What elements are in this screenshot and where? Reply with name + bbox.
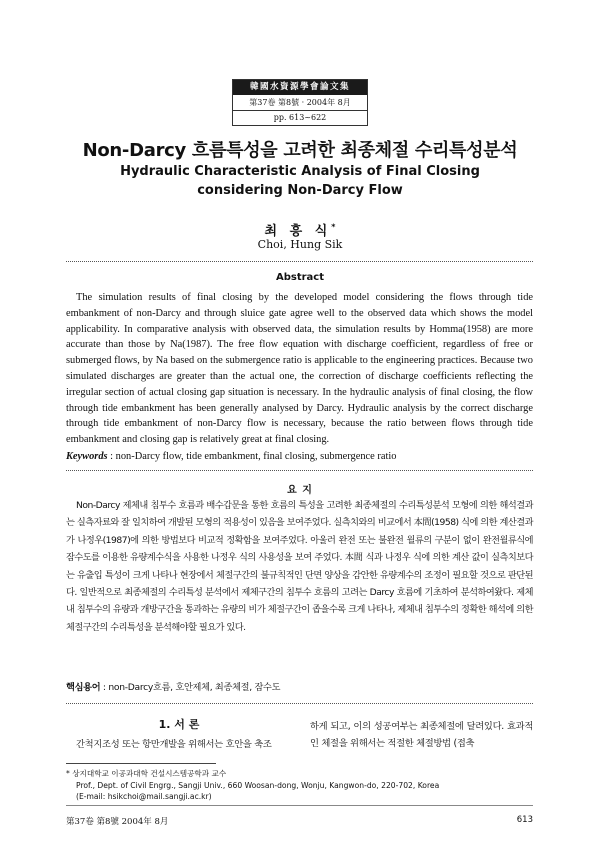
korean-abstract-body <box>66 497 533 636</box>
divider-dotted <box>66 470 533 471</box>
divider-dotted <box>66 703 533 704</box>
author-korean <box>0 220 600 239</box>
journal-name: 韓國水資源學會論文集 <box>233 80 367 95</box>
korean-keywords <box>66 680 533 695</box>
paper-title-english <box>0 162 600 200</box>
korean-abstract-heading: 요 지 <box>287 485 313 496</box>
author-footnote <box>66 768 533 803</box>
footnote-rule <box>66 763 216 764</box>
journal-volume: 第37卷 第8號 · 2004年 8月 <box>233 95 367 111</box>
author-footnote-mark: * <box>331 222 336 232</box>
divider-dotted <box>66 261 533 262</box>
korean-abstract-body-text: Non-Darcy 제체내 침투수 흐름과 배수갑문을 통한 흐름의 특성을 고려한 최종체절의 수리특성분석 모형에 의한 해석결과는 실측자료와 잘 일치하여 개발된 모형의 적용성이 있음을 보여주었다. 실측치와의 비교에서 本間(1958) 식에 의한 계산결과가 나정우(1987)에 의한 방법보다 비교적 정확함을 보여주었다. 아울러 완전 또는 불완전 월류의 구분이 없이 완전월류식에 잠수도를 이용한 유량계수식을 사용한 나정우 식의 사용성을 보여 주었다. 本間 식과 나정우 식에 의한 계산 값이 실측치보다는 유출입 특성이 크게 나타나 현장에서 체절구간의 불규칙적인 단면 양상을 감안한 유량계수의 조정이 필요할 것으로 판단된다. 일반적으로 최종체절의 수리특성 분석에서 제체구간의 침투수 흐름의 고려는 Darcy 흐름에 기초하여 분석하여왔다. 제체내 침투수의 유량과 개방구간을 통과하는 유량의 비가 체절구간이 좁을수록 크게 나타나, 제체내 침투수의 정확한 해석에 의한 체절구간의 수리특성을 분석해야할 필요가 있다. <box>66 500 533 633</box>
paper-title-korean: Non-Darcy 흐름특성을 고려한 최종체절 수리특성분석 <box>82 140 518 161</box>
footnote-affiliation-korean: * 상지대학교 이공과대학 건설시스템공학과 교수 <box>66 769 227 778</box>
korean-keywords-text: : non-Darcy흐름, 호안제체, 최종체절, 잠수도 <box>100 682 281 693</box>
abstract-keywords <box>66 449 533 464</box>
page-number: 613 <box>516 815 533 825</box>
page-footer-volume: 第37卷 第8號 2004年 8月 <box>66 817 169 827</box>
introduction-right-column: 하게 되고, 이의 성공여부는 최종체절에 달려있다. 효과적인 체절을 위해서는 적절한 체절방법 (접축 <box>310 721 533 749</box>
paper-title-english-line1: Hydraulic Characteristic Analysis of Final Closing <box>120 164 480 179</box>
page-bottom-rule <box>66 805 533 806</box>
author-english: Choi, Hung Sik <box>257 238 343 251</box>
journal-pages: pp. 613~622 <box>273 113 327 122</box>
introduction-left-column: 간척지조성 또는 항만개발을 위해서는 호안을 축조 <box>76 739 272 750</box>
footnote-email: (E-mail: hsikchoi@mail.sangji.ac.kr) <box>76 792 212 801</box>
abstract-body <box>66 290 533 448</box>
korean-keywords-label: 핵심용어 <box>66 682 101 693</box>
abstract-body-text: The simulation results of final closing by the developed model considering the flows through tide embankment of non-Darcy and through sluice gate agree well to the observed data which shows the model applicability. In comparative analysis with observed data, the simulation results by Homma(1958) are more accurate than those by Na(1987). The free flow equation with discharge coefficient, regardless of free or submerged flows, by Na based on the submergence ratio is applicable to the engineering practices. Because two simulated discharges are greater than the actual one, the correction of discharge coefficients reflecting the irregular section of actual closing gap situation is necessary. In the hydraulic analysis of final closing, the flow through tide embankment has been generally analysed by Darcy. Hydraulic analysis by the correct discharge through tide embankment of non-Darcy flow is necessary, because the ratio between flows through tide embankment and closing gap is relatively great at final closing. <box>66 292 533 446</box>
paper-title-english-line2: considering Non-Darcy Flow <box>197 183 403 198</box>
keywords-text: : non-Darcy flow, tide embankment, final closing, submergence ratio <box>107 451 397 462</box>
journal-info-box <box>232 79 368 126</box>
introduction-heading: 1. 서 론 <box>158 718 200 731</box>
footnote-affiliation-english: Prof., Dept. of Civil Engrg., Sangji Univ., 660 Woosan-dong, Wonju, Kangwon-do, 220-702, Korea <box>76 780 440 790</box>
abstract-heading: Abstract <box>275 272 325 283</box>
keywords-label: Keywords <box>66 451 108 462</box>
author-korean-name: 최 흥 식 <box>264 224 332 239</box>
